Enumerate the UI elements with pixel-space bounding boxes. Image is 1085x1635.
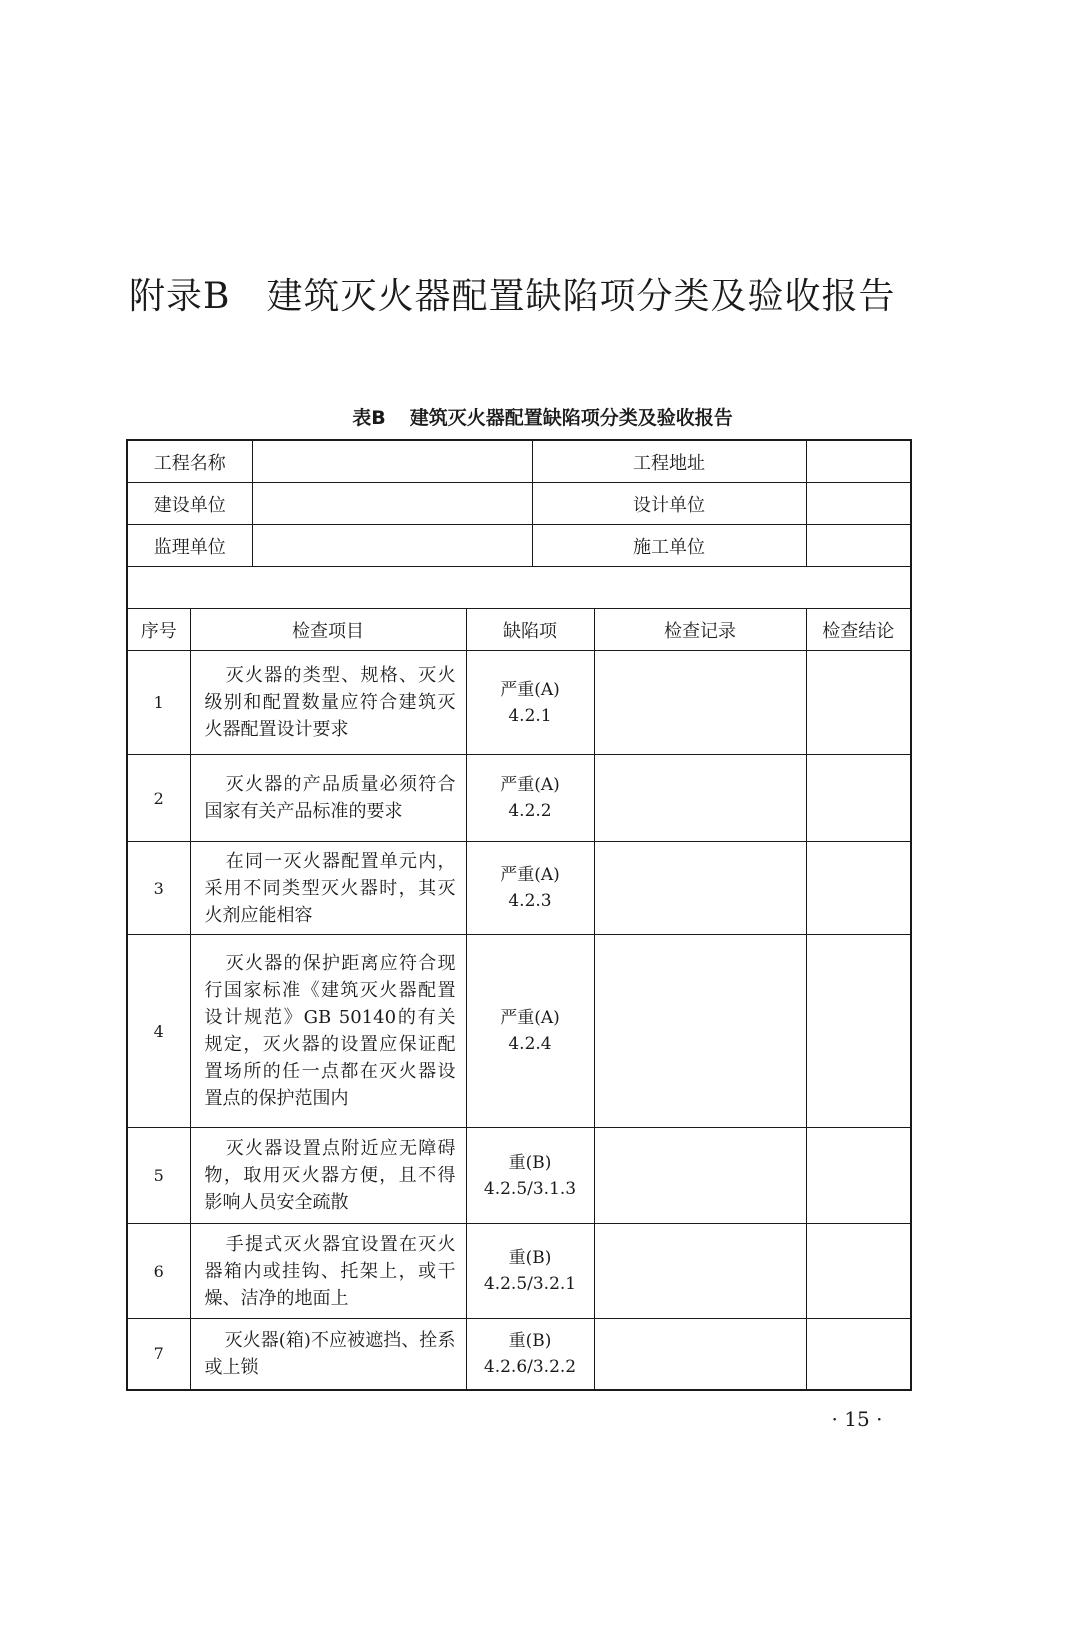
info-row-project (127, 440, 911, 483)
row-record-field[interactable] (594, 1224, 806, 1319)
acceptance-report-table (126, 439, 912, 1391)
table-row (127, 1319, 911, 1390)
table-row (127, 1224, 911, 1319)
row-seq: 4 (127, 935, 190, 1128)
row-defect-clause: 4.2.5/3.1.3 (483, 1178, 577, 1199)
row-item (190, 1128, 466, 1224)
project-address-label: 工程地址 (532, 440, 806, 483)
project-name-label: 工程名称 (127, 440, 252, 483)
project-name-field[interactable] (252, 440, 532, 483)
row-conclusion-field[interactable] (806, 842, 911, 935)
row-conclusion-field[interactable] (806, 755, 911, 842)
header-item: 检查项目 (190, 609, 466, 651)
row-item (190, 755, 466, 842)
table-row (127, 935, 911, 1128)
row-item-text: 手提式灭火器宜设置在灭火器箱内或挂钩、托架上，或干燥、洁净的地面上 (204, 1233, 456, 1309)
appendix-label: 附录B (129, 276, 231, 317)
row-item (190, 842, 466, 935)
row-item-text: 灭火器的产品质量必须符合国家有关产品标准的要求 (204, 774, 456, 822)
row-seq: 3 (127, 842, 190, 935)
info-row-builder (127, 483, 911, 525)
row-defect-clause: 4.2.5/3.2.1 (483, 1274, 577, 1294)
appendix-heading: 建筑灭火器配置缺陷项分类及验收报告 (266, 276, 896, 317)
row-defect-grade: 严重(A) (500, 865, 560, 885)
row-item (190, 935, 466, 1128)
row-conclusion-field[interactable] (806, 1224, 911, 1319)
row-defect (466, 842, 594, 935)
row-seq: 2 (127, 755, 190, 842)
row-defect (466, 1224, 594, 1319)
row-record-field[interactable] (594, 935, 806, 1128)
row-item (190, 1319, 466, 1390)
header-record: 检查记录 (594, 609, 806, 651)
row-defect-grade: 重(B) (508, 1248, 552, 1268)
row-defect-clause: 4.2.6/3.2.2 (483, 1356, 577, 1377)
builder-field[interactable] (252, 483, 532, 525)
table-row (127, 1128, 911, 1224)
row-item-text: 灭火器设置点附近应无障碍物，取用灭火器方便，且不得影响人员安全疏散 (204, 1138, 456, 1213)
row-seq: 7 (127, 1319, 190, 1390)
column-header-row (127, 609, 911, 651)
row-defect-grade: 严重(A) (500, 1008, 560, 1028)
row-defect (466, 755, 594, 842)
constructor-label: 施工单位 (532, 525, 806, 567)
row-defect-clause: 4.2.4 (508, 1034, 552, 1054)
row-defect (466, 935, 594, 1128)
row-record-field[interactable] (594, 1319, 806, 1390)
row-defect-grade: 严重(A) (500, 679, 560, 700)
info-row-supervisor (127, 525, 911, 567)
table-row (127, 755, 911, 842)
blank-row (127, 567, 911, 609)
row-item-text: 灭火器(箱)不应被遮挡、拴系或上锁 (204, 1329, 456, 1378)
row-conclusion-field[interactable] (806, 935, 911, 1128)
row-item-text: 灭火器的保护距离应符合现行国家标准《建筑灭火器配置设计规范》GB 50140的有关规定，灭火器的设置应保证配置场所的任一点都在灭火器设置点的保护范围内 (204, 953, 456, 1109)
table-row (127, 842, 911, 935)
row-item-text: 灭火器的类型、规格、灭火级别和配置数量应符合建筑灭火器配置设计要求 (204, 665, 456, 740)
project-address-field[interactable] (806, 440, 911, 483)
row-item (190, 651, 466, 755)
row-seq: 6 (127, 1224, 190, 1319)
row-record-field[interactable] (594, 755, 806, 842)
blank-cell (127, 567, 911, 609)
table-caption (0, 403, 1085, 433)
row-item-text: 在同一灭火器配置单元内，采用不同类型灭火器时，其灭火剂应能相容 (204, 850, 456, 926)
row-defect-clause: 4.2.3 (508, 891, 552, 911)
row-defect-clause: 4.2.2 (508, 801, 552, 821)
page-number: · 15 · (831, 1407, 883, 1431)
row-defect-grade: 重(B) (508, 1330, 552, 1351)
row-defect-grade: 重(B) (508, 1152, 552, 1173)
row-record-field[interactable] (594, 651, 806, 755)
header-defect: 缺陷项 (466, 609, 594, 651)
supervisor-field[interactable] (252, 525, 532, 567)
row-seq: 1 (127, 651, 190, 755)
row-record-field[interactable] (594, 842, 806, 935)
designer-label: 设计单位 (532, 483, 806, 525)
appendix-title (129, 272, 959, 322)
designer-field[interactable] (806, 483, 911, 525)
row-defect-clause: 4.2.1 (508, 705, 552, 726)
row-conclusion-field[interactable] (806, 1128, 911, 1224)
row-defect (466, 1128, 594, 1224)
table-caption-text: 建筑灭火器配置缺陷项分类及验收报告 (409, 407, 733, 429)
header-conclusion: 检查结论 (806, 609, 911, 651)
supervisor-label: 监理单位 (127, 525, 252, 567)
constructor-field[interactable] (806, 525, 911, 567)
row-conclusion-field[interactable] (806, 651, 911, 755)
table-row (127, 651, 911, 755)
row-seq: 5 (127, 1128, 190, 1224)
row-defect-grade: 严重(A) (500, 775, 560, 795)
row-defect (466, 651, 594, 755)
table-number: 表B (352, 407, 386, 429)
row-conclusion-field[interactable] (806, 1319, 911, 1390)
header-seq: 序号 (127, 609, 190, 651)
row-item (190, 1224, 466, 1319)
row-defect (466, 1319, 594, 1390)
builder-label: 建设单位 (127, 483, 252, 525)
row-record-field[interactable] (594, 1128, 806, 1224)
